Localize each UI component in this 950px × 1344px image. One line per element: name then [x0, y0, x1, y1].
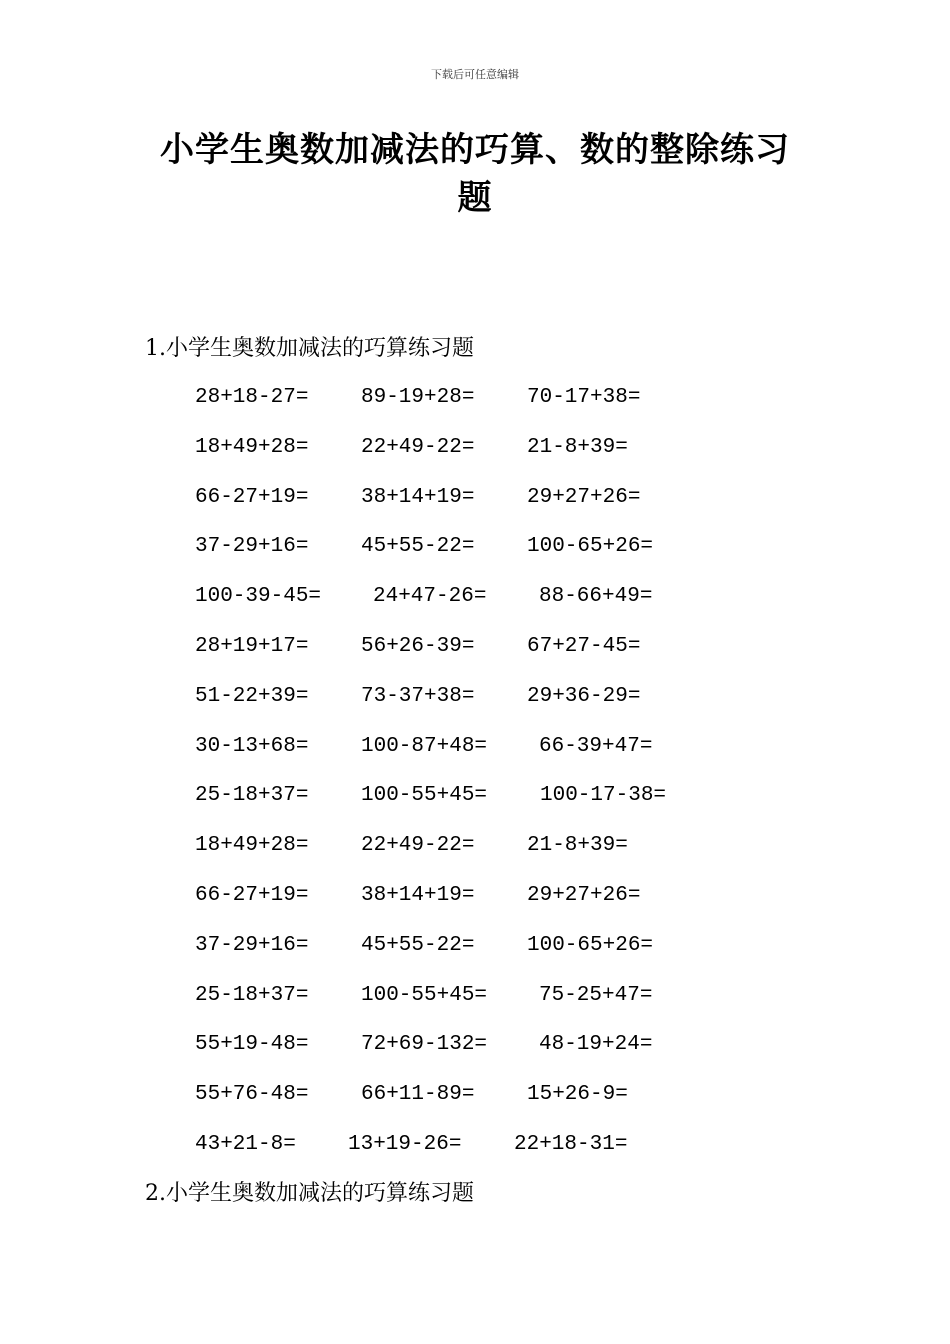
- problem-item: 100-17-38=: [540, 784, 667, 808]
- document-title: [140, 126, 810, 222]
- problem-item: 67+27-45=: [527, 634, 641, 658]
- problem-item: 100-87+48=: [361, 734, 488, 758]
- problem-item: 18+49+28=: [195, 435, 309, 459]
- problem-grid: [195, 383, 755, 1180]
- problem-item: 88-66+49=: [539, 585, 653, 609]
- problem-row: [195, 383, 755, 433]
- problem-item: 70-17+38=: [527, 386, 641, 409]
- problem-item: 22+18-31=: [514, 1132, 628, 1156]
- problem-item: 75-25+47=: [539, 983, 653, 1007]
- problem-item: 37-29+16=: [195, 535, 309, 559]
- problem-item: 43+21-8=: [195, 1132, 296, 1156]
- problem-row: [195, 582, 755, 632]
- problem-item: 15+26-9=: [527, 1083, 628, 1107]
- problem-item: 37-29+16=: [195, 933, 309, 957]
- problem-item: 45+55-22=: [361, 933, 475, 957]
- problem-row: [195, 881, 755, 931]
- problem-item: 25-18+37=: [195, 784, 309, 808]
- problem-item: 38+14+19=: [361, 883, 475, 907]
- problem-item: 100-39-45=: [195, 585, 322, 609]
- problem-item: 100-55+45=: [361, 784, 488, 808]
- problem-row: [195, 732, 755, 782]
- problem-item: 18+49+28=: [195, 834, 309, 858]
- problem-item: 21-8+39=: [527, 435, 628, 459]
- problem-item: 30-13+68=: [195, 734, 309, 758]
- problem-item: 66-27+19=: [195, 883, 309, 907]
- problem-item: 100-55+45=: [361, 983, 488, 1007]
- problem-item: 66-27+19=: [195, 485, 309, 509]
- problem-item: 66-39+47=: [539, 734, 653, 758]
- problem-item: 56+26-39=: [361, 634, 475, 658]
- problem-row: [195, 632, 755, 682]
- title-line-1: 小学生奥数加减法的巧算、数的整除练习: [160, 130, 790, 170]
- problem-item: 100-65+26=: [527, 535, 654, 559]
- problem-item: 45+55-22=: [361, 535, 475, 559]
- problem-row: [195, 781, 755, 831]
- problem-item: 66+11-89=: [361, 1083, 475, 1107]
- problem-row: [195, 1080, 755, 1130]
- problem-row: [195, 1030, 755, 1080]
- section-2-heading: 2.小学生奥数加减法的巧算练习题: [145, 1181, 474, 1206]
- problem-row: [195, 532, 755, 582]
- section-1-heading: 1.小学生奥数加减法的巧算练习题: [145, 336, 474, 361]
- problem-row: [195, 1130, 755, 1180]
- problem-item: 72+69-132=: [361, 1033, 488, 1057]
- problem-row: [195, 981, 755, 1031]
- problem-item: 89-19+28=: [361, 386, 475, 409]
- problem-item: 28+19+17=: [195, 634, 309, 658]
- header-note: 下载后可任意编辑: [431, 68, 519, 81]
- title-line-2: 题: [457, 178, 493, 218]
- problem-item: 28+18-27=: [195, 386, 309, 409]
- problem-item: 29+27+26=: [527, 485, 641, 509]
- problem-item: 55+19-48=: [195, 1033, 309, 1057]
- problem-item: 100-65+26=: [527, 933, 654, 957]
- problem-item: 55+76-48=: [195, 1083, 309, 1107]
- problem-item: 73-37+38=: [361, 684, 475, 708]
- problem-item: 13+19-26=: [348, 1132, 462, 1156]
- problem-item: 21-8+39=: [527, 834, 628, 858]
- problem-item: 29+36-29=: [527, 684, 641, 708]
- problem-item: 22+49-22=: [361, 834, 475, 858]
- problem-item: 29+27+26=: [527, 883, 641, 907]
- problem-row: [195, 682, 755, 732]
- problem-row: [195, 483, 755, 533]
- problem-item: 51-22+39=: [195, 684, 309, 708]
- problem-item: 38+14+19=: [361, 485, 475, 509]
- problem-row: [195, 931, 755, 981]
- problem-item: 24+47-26=: [373, 585, 487, 609]
- problem-row: [195, 433, 755, 483]
- problem-item: 22+49-22=: [361, 435, 475, 459]
- problem-row: [195, 831, 755, 881]
- problem-item: 25-18+37=: [195, 983, 309, 1007]
- problem-item: 48-19+24=: [539, 1033, 653, 1057]
